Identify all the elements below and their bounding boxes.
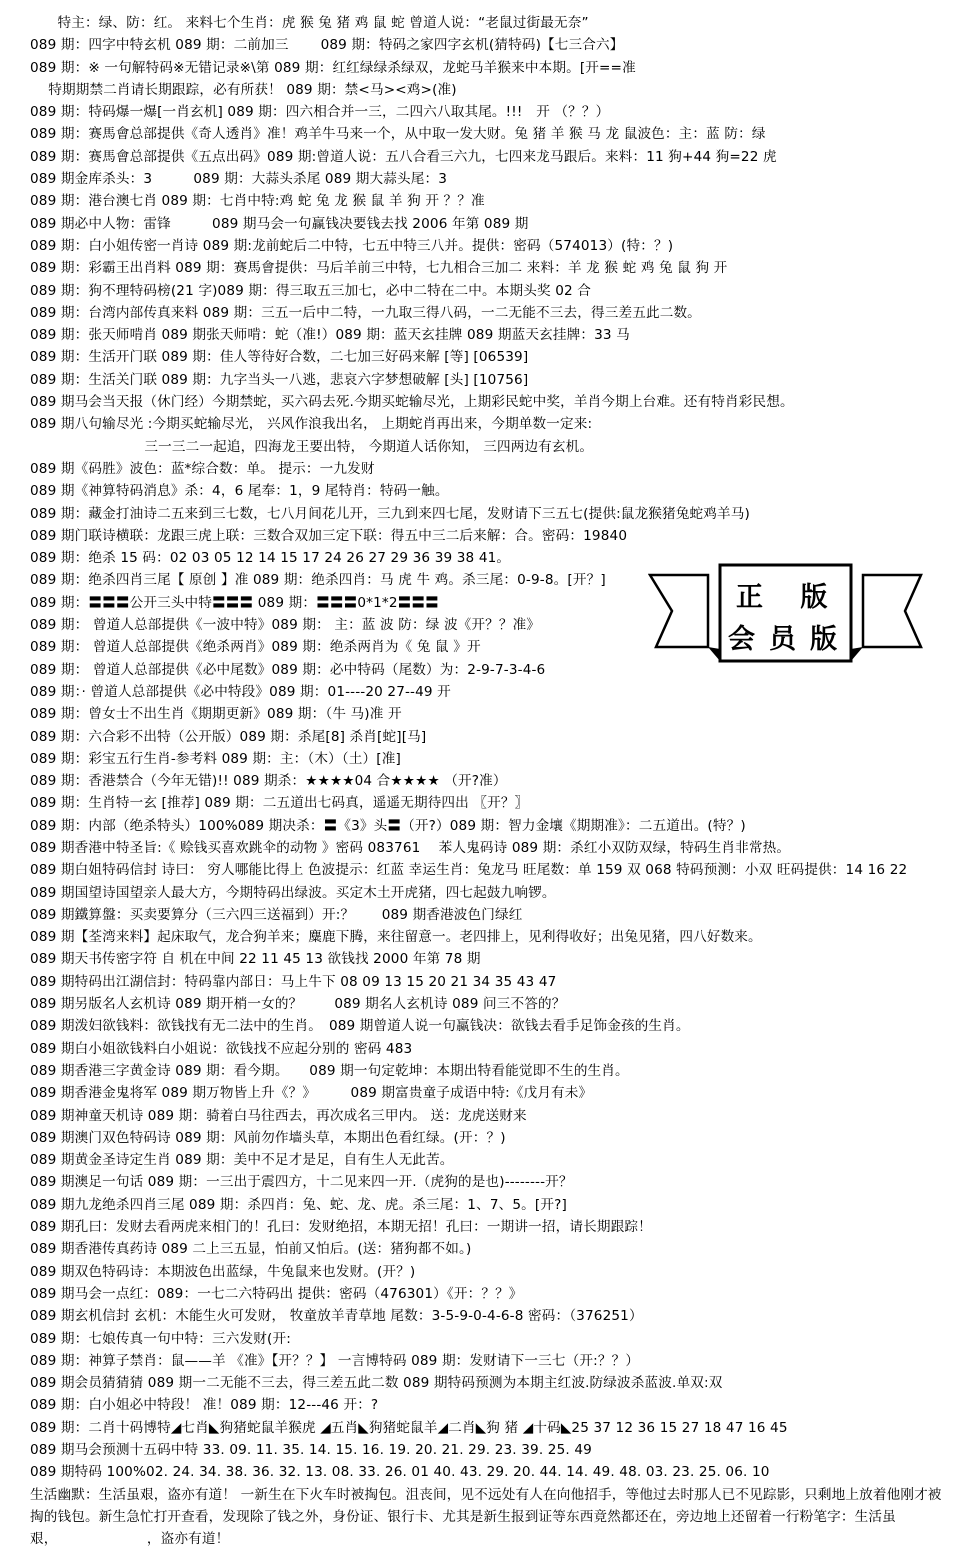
text-line: 089 期：〓〓〓公开三头中特〓〓〓 089 期：〓〓〓0*1*2〓〓〓 [30, 594, 439, 611]
text-line: 089 期： 曾道人总部提供《绝杀两肖》089 期：绝杀两肖为《 兔 鼠 》开 [30, 639, 481, 656]
text-line: 089 期香港传真药诗 089 二上三五显，怕前又怕后。(送：猪狗都不如。) [30, 1241, 472, 1258]
text-line: 089 期鐵算盤：买卖要算分（三六四三送福到）开:？ 089 期香港波色门绿红 [30, 906, 523, 923]
badge-line-1: 正 版 [736, 582, 842, 613]
text-line: 三一三二一起追，四海龙王要出特， 今期道人话你知， 三四两边有玄机。 [30, 438, 594, 455]
text-line: 089 期：彩宝五行生肖-参考料 089 期：主：（木）（土）[准] [30, 750, 401, 767]
text-line: 089 期：张天师啃肖 089 期张天师啃：蛇（准!）089 期：蓝天玄挂牌 089 期蓝天玄挂牌：33 马 [30, 327, 630, 344]
text-line: 089 期：藏金打油诗二五来到三七数，七八月间花儿开，三九到来四七尾，发财请下三五七(提供:鼠龙猴猪兔蛇鸡羊马) [30, 505, 750, 522]
text-line: 089 期另版名人玄机诗 089 期开梢一女的？ 089 期名人玄机诗 089 问三不答的？ [30, 996, 566, 1013]
text-line: 089 期：绝杀四肖三尾【 原创 】准 089 期：绝杀四肖：马 虎 牛 鸡。杀三尾：0-9-8。[开？] [30, 572, 606, 589]
text-line: 089 期泼妇欲钱料：欲钱找有无二法中的生肖。 089 期曾道人说一句赢钱决：欲钱去看手足饰金孩的生肖。 [30, 1018, 690, 1035]
text-line: 089 期：赛馬會总部提供《奇人透肖》准！鸡羊牛马来一个，从中取一发大财。兔 猪 羊 猴 马 龙 鼠波色：主：蓝 防：绿 [30, 126, 766, 143]
text-line: 089 期八句输尽光 :今期买蛇输尽光， 兴风作浪我出名， 上期蛇肖再出来，今期单数一定来: [30, 416, 593, 433]
text-line: 089 期：彩霸王出肖料 089 期：赛馬會提供：马后羊前三中特，七九相合三加二 来料：羊 龙 猴 蛇 鸡 兔 鼠 狗 开 [30, 260, 728, 277]
text-line: 089 期香港金鬼将军 089 期万物皆上升《？》 089 期富贵童子成语中特:《戊月有未》 [30, 1085, 593, 1102]
text-line: 089 期：特码爆一爆[一肖玄机] 089 期：四六相合并一三，二四六八取其尾。!!! 开 （？？） [30, 104, 610, 121]
text-line: 089 期双色特码诗：本期波色出蓝绿，牛兔鼠来也发财。(开？) [30, 1263, 416, 1280]
text-line: 089 期特码 100%02. 24. 34. 38. 36. 32. 13. 08. 33. 26. 01 40. 43. 29. 20. 44. 14. 49. 48. 03. 23. 25. 06. 10 [30, 1464, 770, 1481]
text-line: 089 期九龙绝杀四肖三尾 089 期：杀四肖：兔、蛇、龙、虎。杀三尾：1、7、5。[开?] [30, 1196, 567, 1213]
text-line: 089 期国望诗国望亲人最大方，今期特码出绿波。买定木土开虎猪，四七起鼓九响锣。 [30, 884, 556, 901]
text-line: 089 期：生活关门联 089 期：九字当头一八逃，悲哀六字梦想破解 [头] [10756] [30, 371, 529, 388]
text-line: 089 期马会当天报（休门经）今期禁蛇，买六码去死.今期买蛇输尽光，上期彩民蛇中奖，羊肖今期上台难。还有特肖彩民想。 [30, 394, 794, 411]
text-line: 089 期白小姐欲钱料白小姐说：欲钱找不应起分别的 密码 483 [30, 1040, 413, 1057]
text-line: 089 期会员猜猜猜 089 期一二无能不三去，得三差五此二数 089 期特码预测为本期主红波.防绿波杀蓝波.单双:双 [30, 1375, 723, 1392]
text-line: 089 期孔曰：发财去看两虎来相门的！孔曰：发财绝招，本期无招！孔曰：一期讲一招，请长期跟踪！ [30, 1219, 652, 1236]
text-line: 089 期：狗不理特码榜(21 字)089 期：得三取五三加七，必中二特在二中。本期头奖 02 合 [30, 282, 592, 299]
text-line: 089 期马会一点红：089：一七二六特码出 提供：密码（476301）《开：？？》 [30, 1285, 523, 1302]
text-line: 特期期禁二肖请长期跟踪，必有所获！ 089 期：禁<马><鸡>(准) [30, 81, 457, 98]
text-line: 089 期：香港禁合（今年无错)!! 089 期杀：★★★★04 合★★★★ （开?准） [30, 773, 507, 790]
lottery-tips-sheet [30, 12, 942, 1550]
text-line: 089 期：神算子禁肖：鼠——羊 《准》【开？？】 一言博特码 089 期：发财请下一三七（开:？？） [30, 1352, 640, 1369]
text-line: 089 期《码胜》波色：蓝*综合数：单。 提示：一九发财 [30, 460, 375, 477]
text-line: 089 期：绝杀 15 码：02 03 05 12 14 15 17 24 26 27 29 36 39 38 41。 [30, 550, 511, 567]
text-line: 089 期：生肖特一玄 [推荐] 089 期：二五道出七码真，遥遥无期待四出 〖开？〗 [30, 795, 529, 812]
official-edition-badge [648, 563, 923, 673]
text-line: 089 期金库杀头：3 089 期：大蒜头杀尾 089 期大蒜头尾：3 [30, 171, 448, 188]
text-line: 089 期：六合彩不出特（公开版）089 期：杀尾[8] 杀肖[蛇][马] [30, 728, 427, 745]
text-line: 089 期香港中特圣旨:《 赊钱买喜欢跳伞的动物 》密码 083761 苯人鬼码诗 089 期：杀红小双防双绿，特码生肖非常热。 [30, 839, 791, 856]
text-line: 089 期：七娘传真一句中特：三六发财(开: [30, 1330, 291, 1347]
text-line: 089 期：台湾内部传真来料 089 期：三五一后中二特，一九取三得八码，一二无能不三去，得三差五此二数。 [30, 304, 701, 321]
text-line: 089 期：四字中特玄机 089 期：二前加三 089 期：特码之家四字玄机(猜特码)【七三合六】 [30, 37, 624, 54]
text-line: 089 期澳门双色特码诗 089 期：风前勿作墙头草，本期出色看红绿。(开：？) [30, 1129, 506, 1146]
text-line: 089 期：二肖十码博特◢七肖◣狗猪蛇鼠羊猴虎 ◢五肖◣狗猪蛇鼠羊◢二肖◣狗 猪 ◢十码◣25 37 12 36 15 27 18 47 16 45 [30, 1419, 788, 1436]
text-line: 089 期神童天机诗 089 期：骑着白马往西去，再次成名三甲内。 送：龙虎送财来 [30, 1107, 527, 1124]
text-line: 089 期《神算特码消息》杀：4，6 尾奉：1，9 尾特肖：特码一触。 [30, 483, 449, 500]
text-line: 089 期：港台澳七肖 089 期：七肖中特:鸡 蛇 兔 龙 猴 鼠 羊 狗 开 ？？准 [30, 193, 485, 210]
text-line: 089 期：白小姐必中特段！ 准！089 期：12---46 开：? [30, 1397, 379, 1414]
text-line: 089 期黄金圣诗定生肖 089 期：美中不足才是足，自有生人无此苦。 [30, 1152, 454, 1169]
text-line: 089 期：生活开门联 089 期：佳人等待好合数，二七加三好码来解 [等] [06539] [30, 349, 529, 366]
text-line: 089 期： 曾道人总部提供《一波中特》089 期： 主：蓝 波 防：绿 波《开？？准》 [30, 617, 541, 634]
text-line: 089 期天书传密字符 自 机在中间 22 11 45 13 欲钱找 2000 年第 78 期 [30, 951, 481, 968]
text-line: 089 期：※ 一句解特码※无错记录※\第 089 期：红红绿绿杀绿双，龙蛇马羊猴来中本期。[开==准 [30, 59, 636, 76]
text-line: 089 期必中人物：雷锋 089 期马会一句赢钱决要钱去找 2006 年第 089 期 [30, 215, 529, 232]
text-line: 089 期门联诗横联：龙跟三虎上联：三数合双加三定下联：得五中三二后来解：合。密码：19840 [30, 527, 628, 544]
text-line: 特主：绿、防：红。 来料七个生肖：虎 猴 兔 猪 鸡 鼠 蛇 曾道人说：“老鼠过街最无奈” [30, 15, 589, 31]
text-line: 089 期玄机信封 玄机：木能生火可发财， 牧童放羊青草地 尾数：3-5-9-0-4-6-8 密码：（376251） [30, 1308, 643, 1325]
badge-line-2: 会员版 [728, 624, 851, 655]
text-line: 089 期：· 曾道人总部提供《必中特段》089 期：01----20 27--49 开 [30, 683, 451, 700]
text-line: 089 期： 曾道人总部提供《必中尾数》089 期：必中特码（尾数）为：2-9-7-3-4-6 [30, 661, 546, 678]
text-line: 089 期【荃湾来料】起床取气，龙合狗羊来；麋鹿下腾，来往留意一。老四排上，见利得收好；出兔见猪，四八好数来。 [30, 929, 762, 946]
text-line: 089 期：曾女士不出生肖《期期更新》089 期：（牛 马)准 开 [30, 706, 402, 723]
text-line: 089 期马会预测十五码中特 33. 09. 11. 35. 14. 15. 16. 19. 20. 21. 29. 23. 39. 25. 49 [30, 1442, 592, 1458]
text-line: 089 期澳足一句话 089 期：一三出于震四方，十二见来四一开.（虎狗的是也)--------开？ [30, 1174, 573, 1191]
text-line: 089 期：白小姐传密一肖诗 089 期:龙前蛇后二中特，七五中特三八并。提供：密码（574013）(特：？) [30, 237, 674, 254]
text-line: 089 期白姐特码信封 诗曰： 穷人哪能比得上 色波提示：红蓝 幸运生肖：兔龙马 旺尾数：单 159 双 068 特码预测：小双 旺码提供：14 16 22 [30, 862, 908, 879]
text-line: 089 期：赛馬會总部提供《五点出码》089 期:曾道人说：五八合看三六九，七四来龙马跟后。来料：11 狗+44 狗=22 虎 [30, 148, 777, 165]
text-line: 089 期香港三字黄金诗 089 期：看今期。 089 期一句定乾坤：本期出特看能觉即不生的生肖。 [30, 1062, 629, 1079]
text-line: 生活幽默：生活虽艰，盗亦有道！ 一新生在下火车时被掏包。沮丧间，见不远处有人在向他招手，等他过去时那人已不见踪影，只剩地上放着他刚才被掏的钱包。新生急忙打开查看，发现除了钱之外，身份证、银行卡、尤其是新生报到证等东西竟然都还在，旁边地上还留着一行粉笔字：生活虽艰， ，盗亦有道！ [30, 1486, 942, 1548]
text-line: 089 期：内部（绝杀特头）100%089 期决杀：〓《3》头〓（开?）089 期：智力金壤《期期准》：二五道出。(特？) [30, 817, 746, 834]
text-line: 089 期特码出江湖信封：特码靠内部日：马上牛下 08 09 13 15 20 21 34 35 43 47 [30, 973, 557, 990]
